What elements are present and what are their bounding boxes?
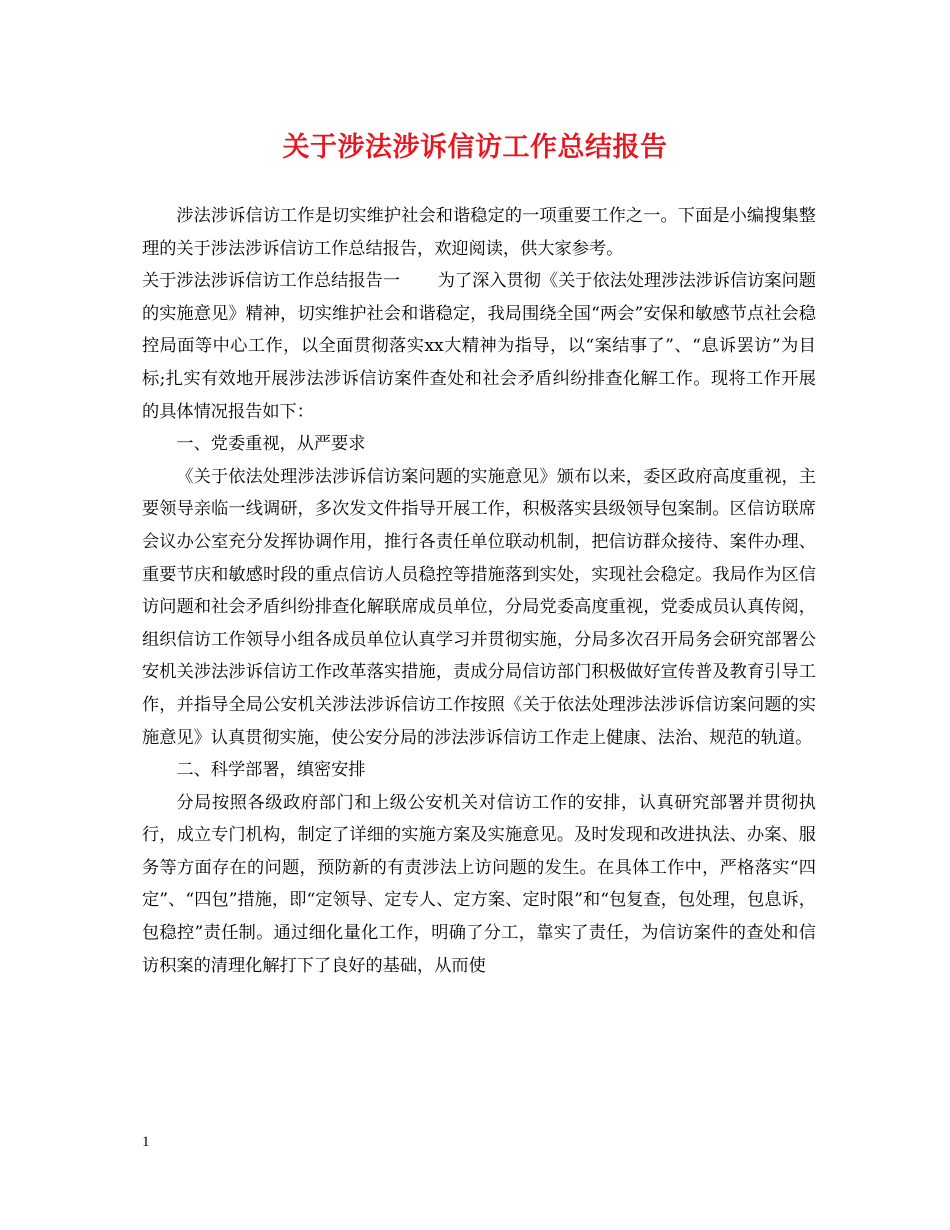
intro-paragraph: 涉法涉诉信访工作是切实维护社会和谐稳定的一项重要工作之一。下面是小编搜集整理的关于涉法涉诉信访工作总结报告，欢迎阅读，供大家参考。 [142,206,816,259]
page-number: 1 [142,1134,150,1150]
paragraph-1: 《关于依法处理涉法涉诉信访案问题的实施意见》颁布以来，委区政府高度重视，主要领导亲临一线调研，多次发文件指导开展工作，积极落实县级领导包案制。区信访联席会议办公室充分发挥协调作用，推行各责任单位联动机制，把信访群众接待、案件办理、重要节庆和敏感时段的重点信访人员稳控等措施落到实处，实现社会稳定。我局作为区信访问题和社会矛盾纠纷排查化解联席成员单位，分局党委高度重视，党委成员认真传阅，组织信访工作领导小组各成员单位认真学习并贯彻实施，分局多次召开局务会研究部署公安机关涉法涉诉信访工作改革落实措施，责成分局信访部门积极做好宣传普及教育引导工作，并指导全局公安机关涉法涉诉信访工作按照《关于依法处理涉法涉诉信访案问题的实施意见》认真贯彻实施，使公安分局的涉法涉诉信访工作走上健康、法治、规范的轨道。 [142,466,816,748]
paragraph-2: 分局按照各级政府部门和上级公安机关对信访工作的安排，认真研究部署并贯彻执行，成立专门机构，制定了详细的实施方案及实施意见。及时发现和改进执法、办案、服务等方面存在的问题，预防新的有责涉法上访问题的发生。在具体工作中，严格落实“四定”、“四包”措施，即“定领导、定专人、定方案、定时限”和“包复查，包处理，包息诉，包稳控”责任制。通过细化量化工作，明确了分工，靠实了责任，为信访案件的查处和信访积案的清理化解打下了良好的基础，从而使 [142,792,816,976]
heading-1: 一、党委重视，从严要求 [176,434,366,455]
section-lead: 为了深入贯彻《关于依法处理涉法涉诉信访案问题的实施意见》精神，切实维护社会和谐稳定，我局围绕全国“两会”安保和敏感节点社会稳控局面等中心工作，以全面贯彻落实xx大精神为指导，以“案结事了”、“息诉罢访”为目标;扎实有效地开展涉法涉诉信访案件查处和社会矛盾纠纷排查化解工作。现将工作开展的具体情况报告如下： [142,271,816,422]
document-body [142,200,816,982]
document-title: 关于涉法涉诉信访工作总结报告 [282,132,668,163]
heading-2: 二、科学部署，缜密安排 [176,760,366,781]
section-paragraph [142,265,816,428]
section-label: 关于涉法涉诉信访工作总结报告一 [142,271,400,292]
